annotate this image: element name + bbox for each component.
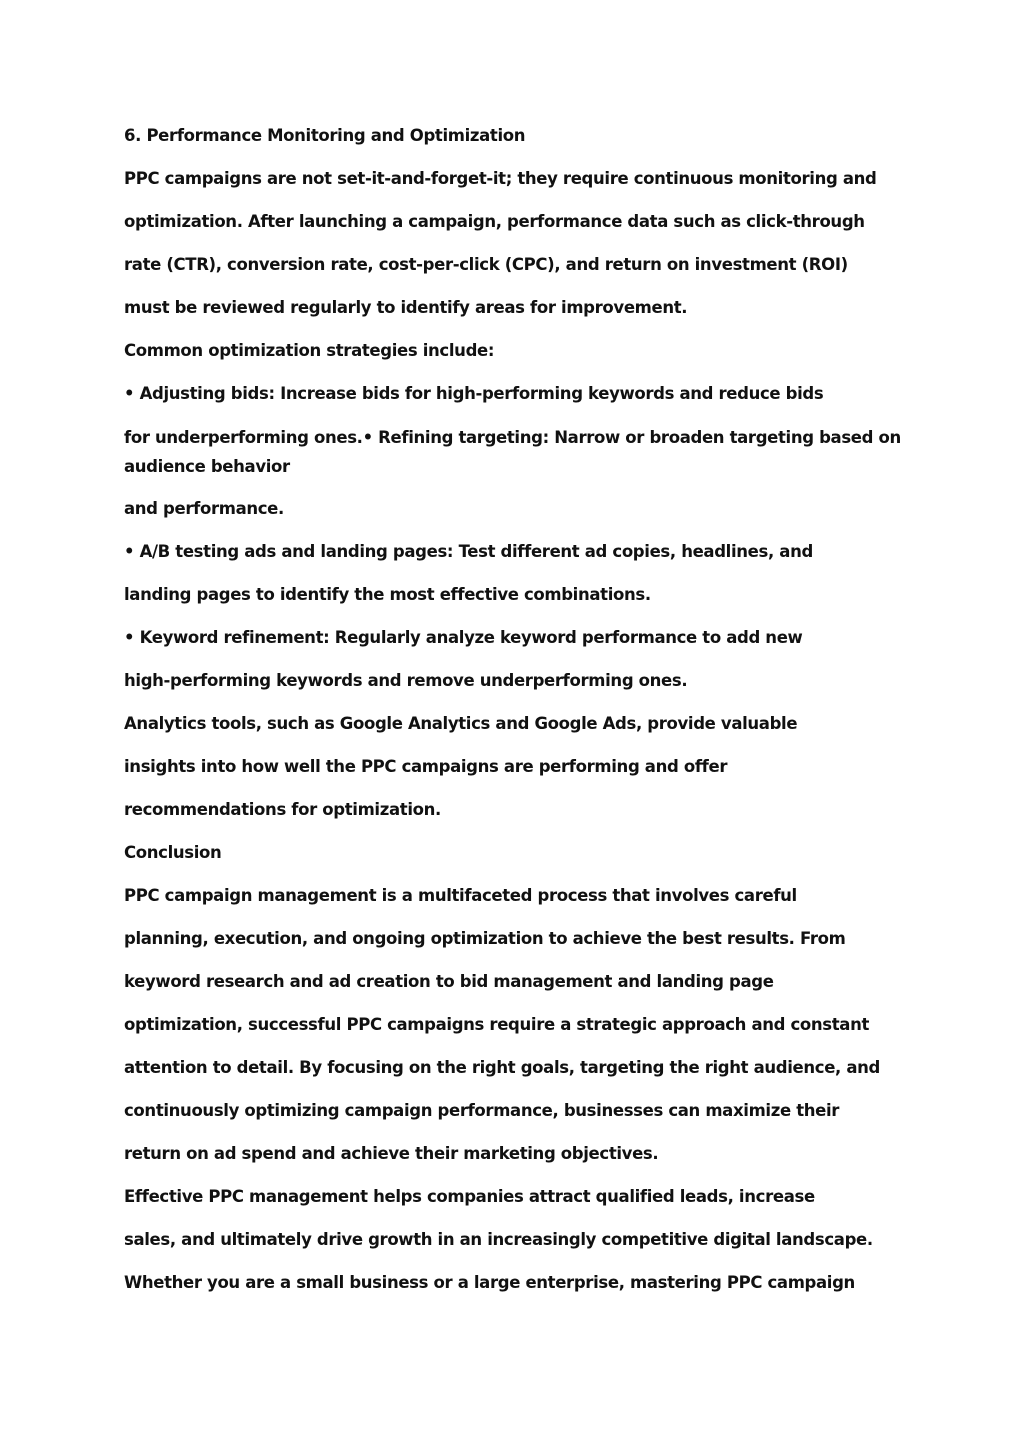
- section-heading: 6. Performance Monitoring and Optimization: [124, 126, 526, 145]
- text-line: PPC campaign management is a multifaceted process that involves careful: [124, 886, 797, 905]
- text-line: continuously optimizing campaign performance, businesses can maximize their: [124, 1101, 840, 1120]
- list-item: for underperforming ones.• Refining targeting: Narrow or broaden targeting based on audience behavior: [124, 428, 901, 476]
- text-line: optimization, successful PPC campaigns require a strategic approach and constant: [124, 1015, 870, 1034]
- text-line: PPC campaigns are not set-it-and-forget-it; they require continuous monitoring and: [124, 169, 877, 188]
- text-line: must be reviewed regularly to identify areas for improvement.: [124, 298, 688, 317]
- text-line: optimization. After launching a campaign, performance data such as click-through: [124, 212, 865, 231]
- text-line: planning, execution, and ongoing optimization to achieve the best results. From: [124, 929, 846, 948]
- text-line: insights into how well the PPC campaigns are performing and offer: [124, 757, 728, 776]
- text-line: rate (CTR), conversion rate, cost-per-click (CPC), and return on investment (ROI): [124, 255, 848, 274]
- text-line: Whether you are a small business or a large enterprise, mastering PPC campaign: [124, 1273, 855, 1292]
- list-intro: Common optimization strategies include:: [124, 341, 495, 360]
- text-line: Effective PPC management helps companies attract qualified leads, increase: [124, 1187, 815, 1206]
- text-line: sales, and ultimately drive growth in an increasingly competitive digital landscape.: [124, 1230, 873, 1249]
- section-heading: Conclusion: [124, 843, 222, 862]
- list-item: • Keyword refinement: Regularly analyze keyword performance to add new: [124, 628, 803, 647]
- text-line: and performance.: [124, 499, 284, 518]
- text-line: Analytics tools, such as Google Analytics and Google Ads, provide valuable: [124, 714, 798, 733]
- text-line: keyword research and ad creation to bid management and landing page: [124, 972, 774, 991]
- list-item: • A/B testing ads and landing pages: Test different ad copies, headlines, and: [124, 542, 813, 561]
- text-line: recommendations for optimization.: [124, 800, 441, 819]
- text-line: attention to detail. By focusing on the right goals, targeting the right audience, and: [124, 1058, 880, 1077]
- list-item: • Adjusting bids: Increase bids for high-performing keywords and reduce bids: [124, 384, 824, 403]
- text-line: landing pages to identify the most effective combinations.: [124, 585, 651, 604]
- document-body: [124, 122, 904, 1312]
- text-line: return on ad spend and achieve their marketing objectives.: [124, 1144, 659, 1163]
- text-line: high-performing keywords and remove underperforming ones.: [124, 671, 688, 690]
